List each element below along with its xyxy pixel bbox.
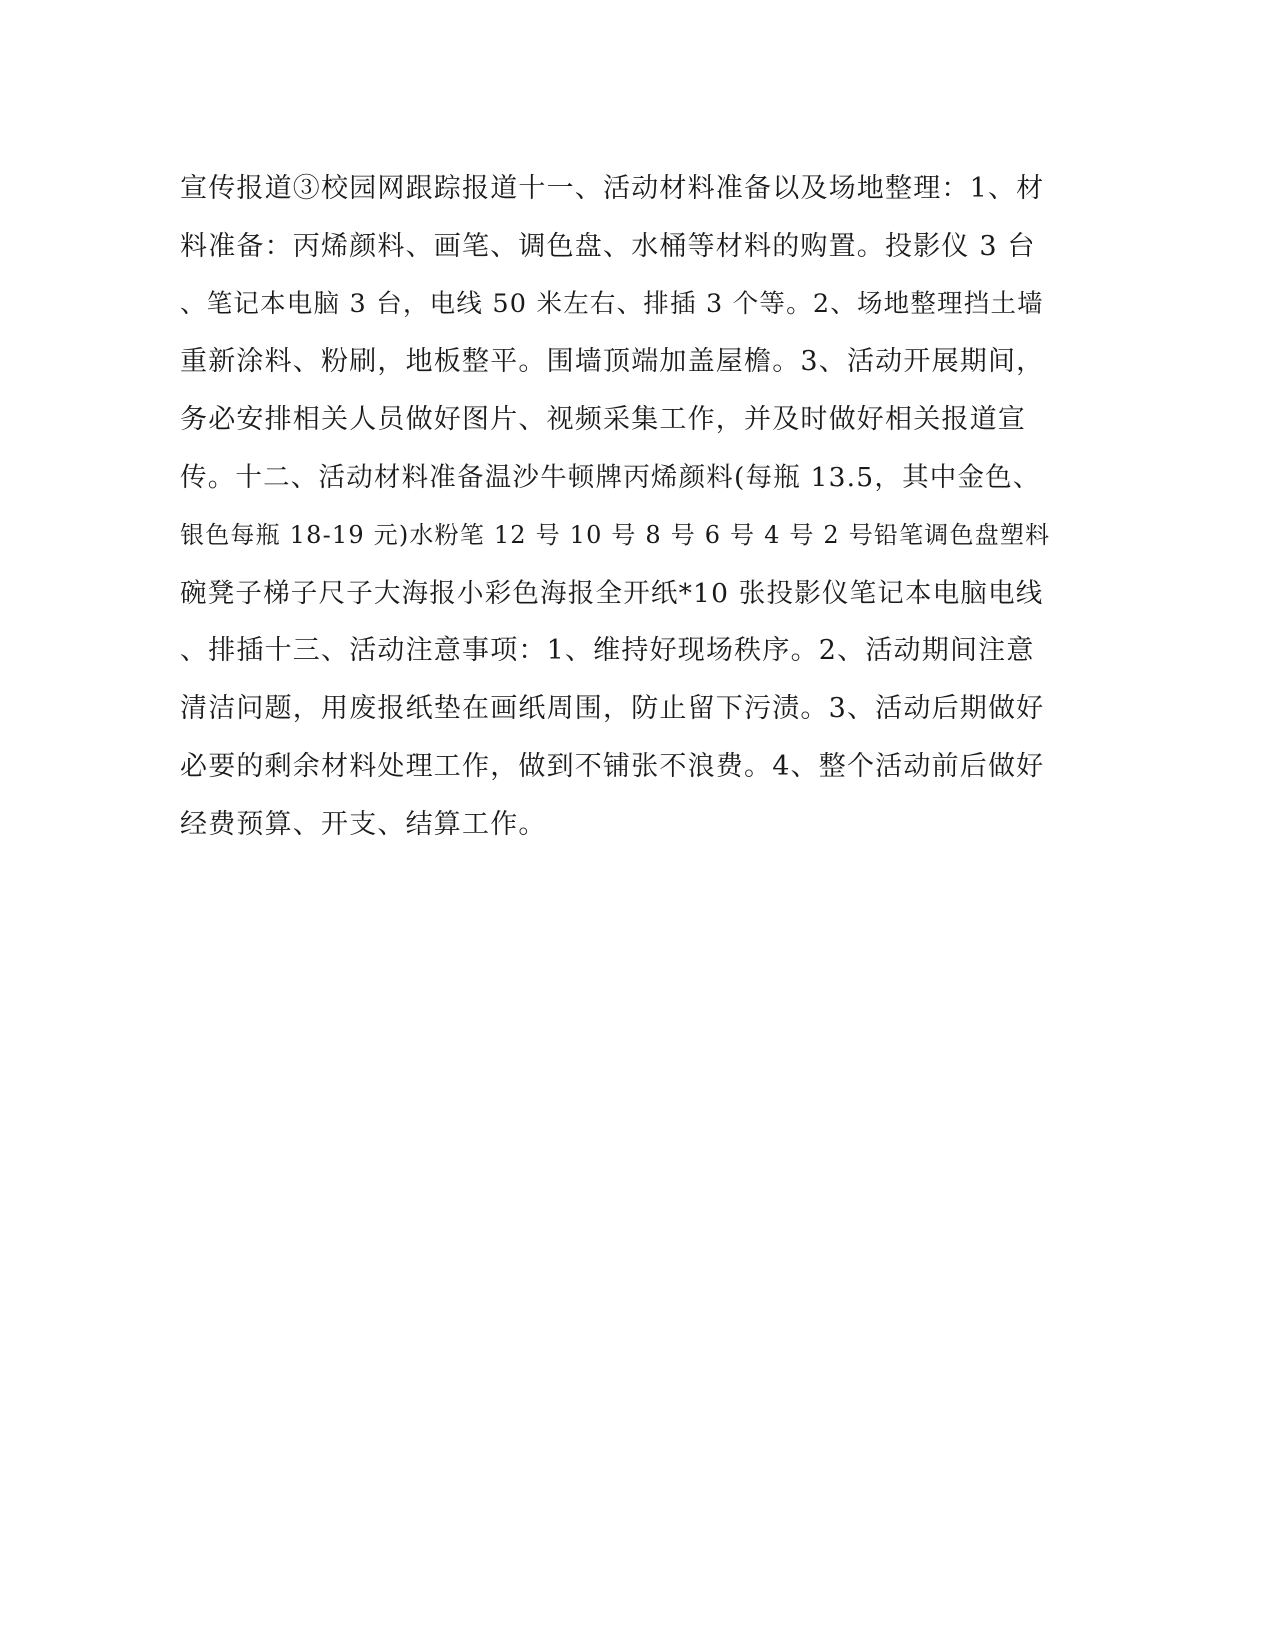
text-line: 碗凳子梯子尺子大海报小彩色海报全开纸*10 张投影仪笔记本电脑电线 [180,577,1044,609]
text-line: 传。十二、活动材料准备温沙牛顿牌丙烯颜料(每瓶 13.5，其中金色、 [180,461,1041,493]
text-line: 宣传报道③校园网跟踪报道十一、活动材料准备以及场地整理：1、材 [180,173,1045,204]
text-line: 重新涂料、粉刷，地板整平。围墙顶端加盖屋檐。3、活动开展期间， [180,346,1045,378]
text-line: 必要的剩余材料处理工作，做到不铺张不浪费。4、整个活动前后做好 [180,750,1045,782]
text-line: 、笔记本电脑 3 台，电线 50 米左右、排插 3 个等。2、场地整理挡土墙 [180,288,1044,319]
text-line: 、排插十三、活动注意事项：1、维持好现场秩序。2、活动期间注意 [180,635,1035,667]
text-line: 经费预算、开支、结算工作。 [180,808,547,840]
text-line: 银色每瓶 18-19 元)水粉笔 12 号 10 号 8 号 6 号 4 号 2 号铅笔调色盘塑料 [180,520,1051,549]
text-line: 料准备：丙烯颜料、画笔、调色盘、水桶等材料的购置。投影仪 3 台 [180,230,1036,262]
body-text [180,160,1050,854]
text-line: 务必安排相关人员做好图片、视频采集工作，并及时做好相关报道宣 [180,404,1026,436]
text-line: 清洁问题，用废报纸垫在画纸周围，防止留下污渍。3、活动后期做好 [180,693,1045,725]
